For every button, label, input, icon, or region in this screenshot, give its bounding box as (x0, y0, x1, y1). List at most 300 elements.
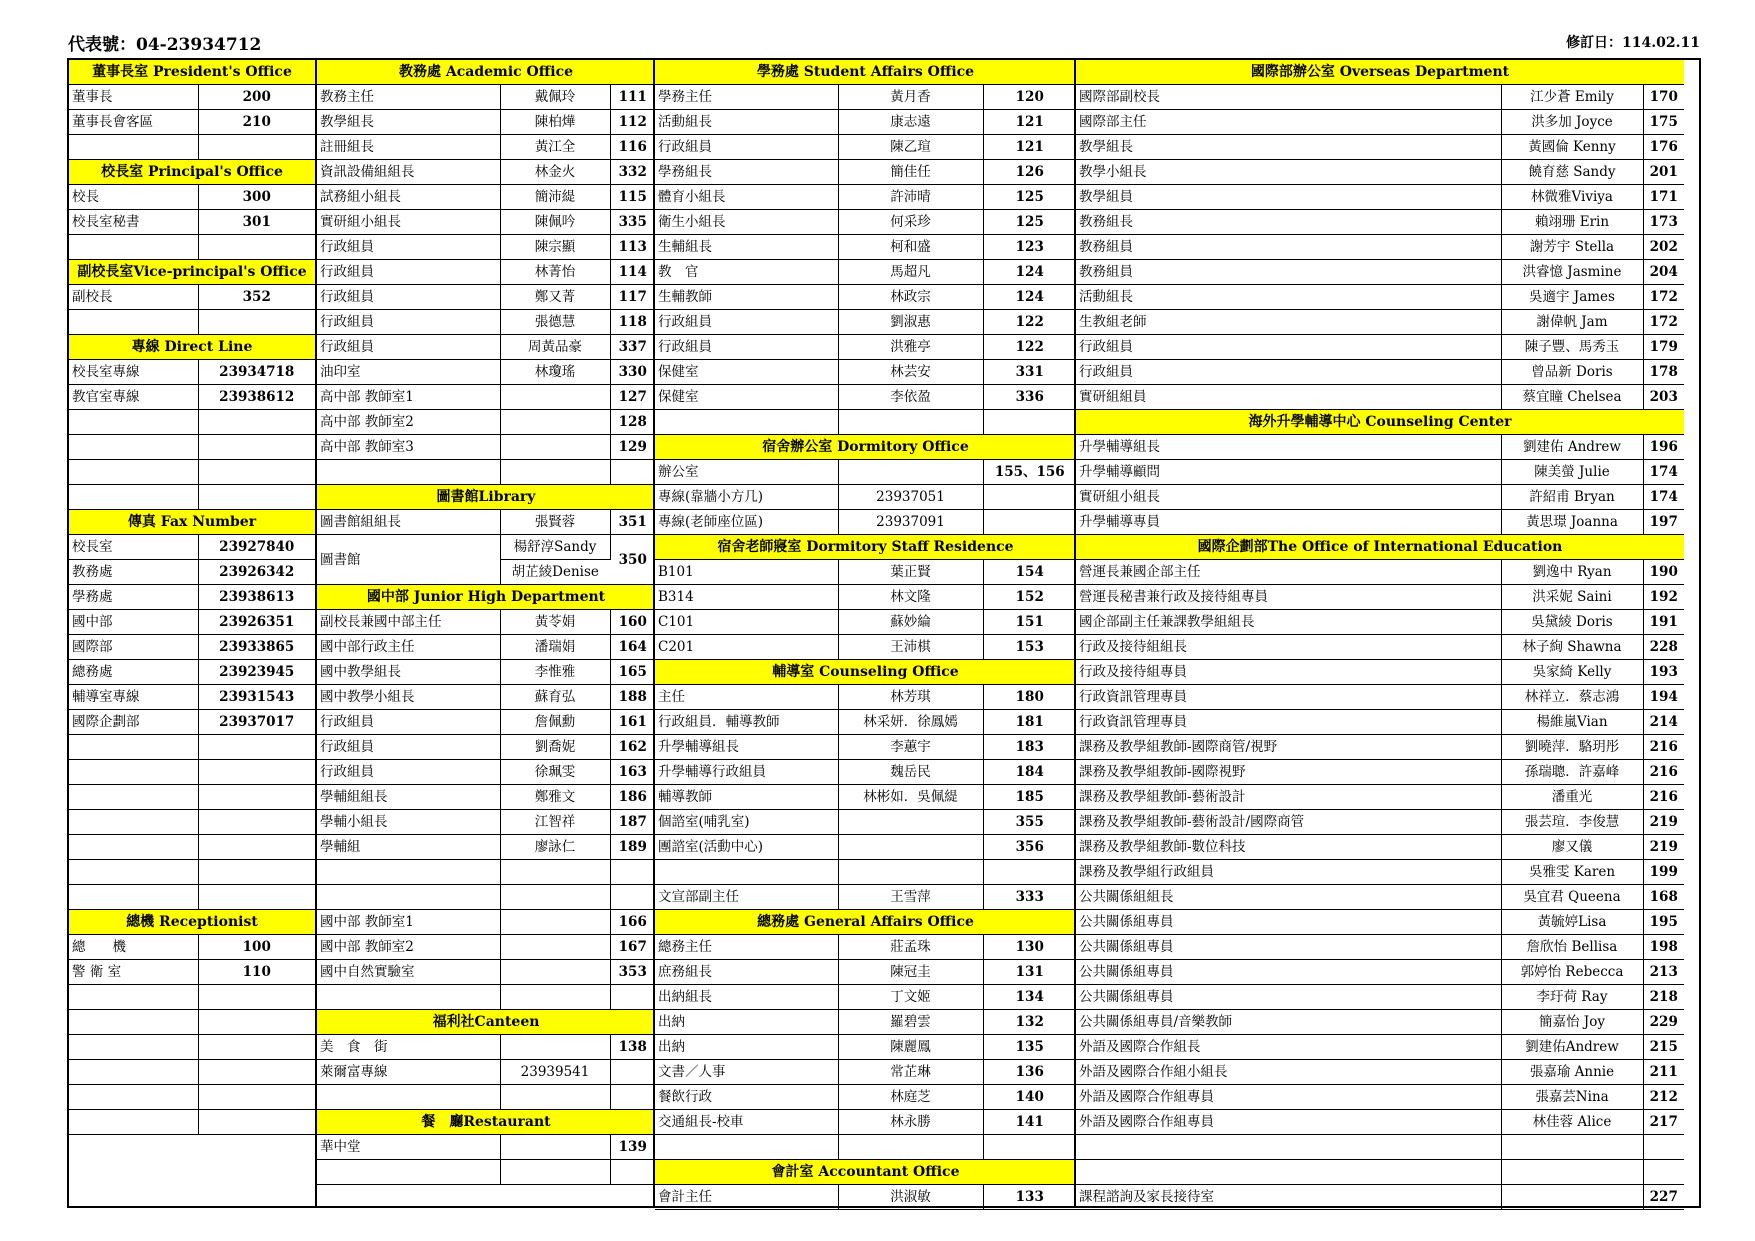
title-cell: 教 官 (655, 260, 838, 285)
name-cell: 林佳蓉 Alice (1501, 1110, 1643, 1135)
name-cell: 詹佩勳 (500, 710, 610, 735)
title-cell: 行政組員 (317, 235, 500, 260)
title-cell: 教務組員 (1076, 260, 1501, 285)
section-header: 董事長室 President's Office (69, 60, 315, 85)
title-cell: 保健室 (655, 360, 838, 385)
name-cell (500, 1085, 610, 1110)
extension-cell (983, 860, 1076, 885)
name-cell: 張賢蓉 (500, 510, 610, 535)
name-cell: 林瓊瑤 (500, 360, 610, 385)
table-row (655, 1135, 1076, 1160)
extension-cell: 174 (1643, 460, 1684, 485)
table-row (655, 485, 1076, 510)
name-cell: 康志遠 (838, 110, 983, 135)
title-cell: 升學輔導行政組員 (655, 760, 838, 785)
table-row (69, 760, 315, 785)
name-cell (1501, 1185, 1643, 1210)
table-row (69, 985, 315, 1010)
extension-cell: 335 (610, 210, 655, 235)
title-cell: 課務及教學組行政組員 (1076, 860, 1501, 885)
extension-cell: 155、156 (983, 460, 1076, 485)
title-cell: 校長 (69, 185, 198, 210)
section-header-row (655, 660, 1076, 685)
extension-cell: 124 (983, 260, 1076, 285)
section-header: 國際部辦公室 Overseas Department (1076, 60, 1684, 85)
name-cell: 劉逸中 Ryan (1501, 560, 1643, 585)
extension-cell: 229 (1643, 1010, 1684, 1035)
extension-cell: 162 (610, 735, 655, 760)
title-cell: 教務組員 (1076, 235, 1501, 260)
extension-cell: 214 (1643, 710, 1684, 735)
table-row (69, 710, 315, 735)
extension-cell: 23926342 (198, 560, 315, 585)
table-row (655, 310, 1076, 335)
main-phone-number: 代表號：04-23934712 (68, 35, 262, 55)
extension-cell: 125 (983, 185, 1076, 210)
title-cell (69, 860, 198, 885)
table-row (1076, 1110, 1684, 1135)
title-cell: 實研組組員 (1076, 385, 1501, 410)
extension-cell: 179 (1643, 335, 1684, 360)
title-cell (69, 985, 198, 1010)
name-cell: 馬超凡 (838, 260, 983, 285)
table-row (655, 885, 1076, 910)
table-row (1076, 310, 1684, 335)
extension-cell: 172 (1643, 285, 1684, 310)
section-header-row (69, 60, 315, 85)
table-row (655, 85, 1076, 110)
section-header: 餐 廳Restaurant (317, 1110, 655, 1135)
extension-cell: 219 (1643, 810, 1684, 835)
extension-cell: 351 (610, 510, 655, 535)
name-cell: 23939541 (500, 1060, 610, 1085)
column-overseas (1074, 60, 1701, 1206)
title-cell: 副校長兼國中部主任 (317, 610, 500, 635)
title-cell: 外語及國際合作組小組長 (1076, 1060, 1501, 1085)
title-cell: 體育小組長 (655, 185, 838, 210)
title-cell (317, 860, 500, 885)
table-row (317, 235, 655, 260)
name-cell (500, 1160, 610, 1185)
title-cell: 公共關係組專員 (1076, 910, 1501, 935)
name-cell: 陳冠圭 (838, 960, 983, 985)
name-cell: 吳適宇 James (1501, 285, 1643, 310)
name-cell: 許沛晴 (838, 185, 983, 210)
extension-cell (983, 410, 1076, 435)
extension-cell: 181 (983, 710, 1076, 735)
title-cell (655, 1135, 838, 1160)
extension-cell: 122 (983, 335, 1076, 360)
name-cell: 江智祥 (500, 810, 610, 835)
table-row (69, 610, 315, 635)
name-cell: 林祥立．蔡志鴻 (1501, 685, 1643, 710)
name-cell: 郭婷怡 Rebecca (1501, 960, 1643, 985)
title-cell: 董事長 (69, 85, 198, 110)
table-row (69, 860, 315, 885)
section-header: 宿舍老師寢室 Dormitory Staff Residence (655, 535, 1076, 560)
name-cell: 楊維嵐Vian (1501, 710, 1643, 735)
table-row (317, 385, 655, 410)
section-header: 福利社Canteen (317, 1010, 655, 1035)
extension-cell: 212 (1643, 1085, 1684, 1110)
table-row (1076, 385, 1684, 410)
table-row (1076, 1060, 1684, 1085)
table-row (655, 835, 1076, 860)
title-cell: 高中部 教師室2 (317, 410, 500, 435)
title-cell: 教學組長 (1076, 135, 1501, 160)
directory-table (655, 60, 1076, 1210)
table-row (655, 985, 1076, 1010)
title-cell (655, 860, 838, 885)
table-row (69, 560, 315, 585)
table-row (655, 410, 1076, 435)
title-cell: 行政及接待組組長 (1076, 635, 1501, 660)
extension-cell: 194 (1643, 685, 1684, 710)
table-row (69, 485, 315, 510)
title-cell: 圖書館組組長 (317, 510, 500, 535)
title-cell: 教務組長 (1076, 210, 1501, 235)
table-row (317, 635, 655, 660)
name-cell: 黃苓娟 (500, 610, 610, 635)
table-row (317, 760, 655, 785)
extension-cell (198, 1010, 315, 1035)
table-row (69, 585, 315, 610)
table-row (317, 360, 655, 385)
table-row (655, 1085, 1076, 1110)
extension-cell: 191 (1643, 610, 1684, 635)
section-header: 傳真 Fax Number (69, 510, 315, 535)
table-row (317, 1160, 655, 1185)
title-cell (69, 1110, 198, 1135)
name-cell: 陳麗鳳 (838, 1035, 983, 1060)
section-header-row (317, 60, 655, 85)
title-cell: 行政及接待組專員 (1076, 660, 1501, 685)
title-cell: 專線(靠牆小方几) (655, 485, 838, 510)
table-row (655, 360, 1076, 385)
name-cell: 林彬如．吳佩緹 (838, 785, 983, 810)
title-cell (1076, 1135, 1501, 1160)
title-cell: 國際部主任 (1076, 110, 1501, 135)
name-cell: 李依盈 (838, 385, 983, 410)
table-row (655, 1185, 1076, 1210)
section-header-row (655, 1160, 1076, 1185)
title-cell: 公共關係組專員 (1076, 935, 1501, 960)
table-row (1076, 735, 1684, 760)
table-row (655, 710, 1076, 735)
title-cell: 華中堂 (317, 1135, 500, 1160)
table-row (655, 1035, 1076, 1060)
section-header-row (317, 585, 655, 610)
name-cell: 黃毓婷Lisa (1501, 910, 1643, 935)
title-cell (69, 460, 198, 485)
extension-cell: 168 (1643, 885, 1684, 910)
name-cell: 洪淑敏 (838, 1185, 983, 1210)
extension-cell: 167 (610, 935, 655, 960)
title-cell: 出納 (655, 1035, 838, 1060)
section-header-row (317, 1110, 655, 1135)
section-header: 宿舍辦公室 Dormitory Office (655, 435, 1076, 460)
title-cell: 行政組員．輔導教師 (655, 710, 838, 735)
title-cell (317, 460, 500, 485)
section-header-row (317, 1010, 655, 1035)
title-cell: 活動組長 (655, 110, 838, 135)
name-cell: 張德慧 (500, 310, 610, 335)
name-cell: 王沛棋 (838, 635, 983, 660)
table-row (69, 1035, 315, 1060)
extension-cell: 196 (1643, 435, 1684, 460)
table-row (317, 185, 655, 210)
table-row (317, 1085, 655, 1110)
extension-cell: 128 (610, 410, 655, 435)
table-row (69, 110, 315, 135)
table-row (317, 160, 655, 185)
title-cell (69, 410, 198, 435)
extension-cell: 115 (610, 185, 655, 210)
title-cell (69, 485, 198, 510)
table-row (69, 960, 315, 985)
name-cell: 饒育慈 Sandy (1501, 160, 1643, 185)
table-row (1076, 785, 1684, 810)
title-cell: 董事長會客區 (69, 110, 198, 135)
name-cell: 黃江全 (500, 135, 610, 160)
title-cell: C101 (655, 610, 838, 635)
name-cell: 劉淑惠 (838, 310, 983, 335)
table-row (1076, 835, 1684, 860)
name-cell: 曾品新 Doris (1501, 360, 1643, 385)
title-cell: 國中部 教師室1 (317, 910, 500, 935)
name-cell (838, 410, 983, 435)
extension-cell: 135 (983, 1035, 1076, 1060)
extension-cell: 203 (1643, 385, 1684, 410)
table-row (655, 760, 1076, 785)
title-cell: 警 衛 室 (69, 960, 198, 985)
title-cell: 行政組員 (1076, 360, 1501, 385)
section-header: 教務處 Academic Office (317, 60, 655, 85)
title-cell (69, 1085, 198, 1110)
table-row (69, 435, 315, 460)
table-row (69, 1060, 315, 1085)
column-academic (315, 60, 655, 1206)
section-header: 海外升學輔導中心 Counseling Center (1076, 410, 1684, 435)
table-row (1076, 635, 1684, 660)
title-cell: 副校長 (69, 285, 198, 310)
extension-cell: 193 (1643, 660, 1684, 685)
title-cell: 資訊設備組組長 (317, 160, 500, 185)
extension-cell: 141 (983, 1110, 1076, 1135)
extension-cell: 152 (983, 585, 1076, 610)
extension-cell: 121 (983, 135, 1076, 160)
extension-cell (198, 835, 315, 860)
name-cell: 劉喬妮 (500, 735, 610, 760)
title-cell: 教學組員 (1076, 185, 1501, 210)
extension-cell (198, 235, 315, 260)
title-cell: 課程諮詢及家長接待室 (1076, 1185, 1501, 1210)
name-cell (838, 860, 983, 885)
title-cell (69, 760, 198, 785)
name-cell: 23937051 (838, 485, 983, 510)
table-row (1076, 85, 1684, 110)
name-cell: 張芸瑄．李俊慧 (1501, 810, 1643, 835)
title-cell: 會計主任 (655, 1185, 838, 1210)
name-cell (838, 460, 983, 485)
title-cell: 行政組員 (317, 710, 500, 735)
extension-cell: 175 (1643, 110, 1684, 135)
name-cell (500, 435, 610, 460)
table-row (69, 185, 315, 210)
title-cell: C201 (655, 635, 838, 660)
table-row (69, 285, 315, 310)
title-cell (69, 885, 198, 910)
name-cell: 吳黛綾 Doris (1501, 610, 1643, 635)
extension-cell (1643, 1135, 1684, 1160)
extension-cell: 100 (198, 935, 315, 960)
name-cell: 林永勝 (838, 1110, 983, 1135)
title-cell: 行政組員 (655, 135, 838, 160)
extension-cell: 133 (983, 1185, 1076, 1210)
table-row (1076, 960, 1684, 985)
name-cell: 潘瑞娟 (500, 635, 610, 660)
table-row (655, 385, 1076, 410)
title-cell (317, 985, 500, 1010)
table-row (1076, 510, 1684, 535)
title-cell: 高中部 教師室1 (317, 385, 500, 410)
section-header-row (69, 260, 315, 285)
title-cell: 公共關係組專員 (1076, 985, 1501, 1010)
title-cell: 行政組員 (317, 335, 500, 360)
extension-cell: 185 (983, 785, 1076, 810)
table-row (655, 810, 1076, 835)
title-cell (69, 235, 198, 260)
extension-cell: 183 (983, 735, 1076, 760)
name-cell: 楊舒淳Sandy (500, 535, 610, 560)
extension-cell: 198 (1643, 935, 1684, 960)
title-cell: 行政組員 (317, 735, 500, 760)
section-header: 學務處 Student Affairs Office (655, 60, 1076, 85)
extension-cell: 111 (610, 85, 655, 110)
table-row (655, 935, 1076, 960)
section-header: 校長室 Principal's Office (69, 160, 315, 185)
table-row (655, 560, 1076, 585)
extension-cell: 136 (983, 1060, 1076, 1085)
table-row (1076, 485, 1684, 510)
extension-cell (610, 460, 655, 485)
name-cell (500, 935, 610, 960)
extension-cell: 200 (198, 85, 315, 110)
title-cell: 實研組小組長 (317, 210, 500, 235)
table-row (317, 660, 655, 685)
extension-cell: 215 (1643, 1035, 1684, 1060)
name-cell (500, 960, 610, 985)
name-cell: 劉建佑 Andrew (1501, 435, 1643, 460)
extension-cell: 186 (610, 785, 655, 810)
name-cell: 陳乙瑄 (838, 135, 983, 160)
section-header: 專線 Direct Line (69, 335, 315, 360)
section-header: 圖書館Library (317, 485, 655, 510)
extension-cell: 151 (983, 610, 1076, 635)
title-cell: 學輔組 (317, 835, 500, 860)
extension-cell (198, 985, 315, 1010)
name-cell: 李玗荷 Ray (1501, 985, 1643, 1010)
title-cell (69, 1060, 198, 1085)
section-header-row (655, 535, 1076, 560)
extension-cell (198, 735, 315, 760)
table-row (317, 810, 655, 835)
title-cell: 行政組員 (317, 285, 500, 310)
table-row (317, 610, 655, 635)
extension-cell: 228 (1643, 635, 1684, 660)
extension-cell: 164 (610, 635, 655, 660)
extension-cell (198, 485, 315, 510)
extension-cell: 163 (610, 760, 655, 785)
title-cell: 教務處 (69, 560, 198, 585)
table-row (317, 1060, 655, 1085)
table-row (1076, 910, 1684, 935)
title-cell: 學務組長 (655, 160, 838, 185)
title-cell (69, 810, 198, 835)
name-cell: 劉建佑Andrew (1501, 1035, 1643, 1060)
table-row (1076, 1135, 1684, 1160)
title-cell: 國中教學小組長 (317, 685, 500, 710)
extension-cell: 126 (983, 160, 1076, 185)
revision-date: 修訂日：114.02.11 (1566, 35, 1700, 51)
name-cell: 潘重光 (1501, 785, 1643, 810)
section-header-row (69, 510, 315, 535)
table-row (317, 1135, 655, 1160)
table-row (317, 710, 655, 735)
extension-cell: 23938612 (198, 385, 315, 410)
extension-cell: 204 (1643, 260, 1684, 285)
title-cell: 國中教學組長 (317, 660, 500, 685)
table-row (655, 960, 1076, 985)
table-row (1076, 135, 1684, 160)
extension-cell (610, 885, 655, 910)
extension-cell (198, 1060, 315, 1085)
table-row (1076, 660, 1684, 685)
title-cell: 生輔教師 (655, 285, 838, 310)
table-row (69, 885, 315, 910)
title-cell (317, 885, 500, 910)
title-cell: 試務組小組長 (317, 185, 500, 210)
title-cell: 升學輔導專員 (1076, 510, 1501, 535)
title-cell: 個諮室(哺乳室) (655, 810, 838, 835)
extension-cell (610, 1085, 655, 1110)
table-row (655, 135, 1076, 160)
table-row (1076, 585, 1684, 610)
title-cell: 課務及教學組教師-藝術設計 (1076, 785, 1501, 810)
title-cell (69, 735, 198, 760)
section-header-row (317, 485, 655, 510)
title-cell: 學務處 (69, 585, 198, 610)
title-cell (69, 835, 198, 860)
table-row (655, 1060, 1076, 1085)
table-row (1076, 610, 1684, 635)
extension-cell: 197 (1643, 510, 1684, 535)
title-cell: 油印室 (317, 360, 500, 385)
table-row (1076, 710, 1684, 735)
name-cell: 詹欣怡 Bellisa (1501, 935, 1643, 960)
title-cell (317, 1085, 500, 1110)
title-cell: 學輔小組長 (317, 810, 500, 835)
section-header: 輔導室 Counseling Office (655, 660, 1076, 685)
table-row (317, 985, 655, 1010)
table-row (69, 835, 315, 860)
name-cell: 蘇妙綸 (838, 610, 983, 635)
table-row (1076, 435, 1684, 460)
name-cell (500, 1135, 610, 1160)
table-row (655, 1010, 1076, 1035)
table-row (317, 435, 655, 460)
name-cell: 胡芷綾Denise (500, 560, 610, 585)
